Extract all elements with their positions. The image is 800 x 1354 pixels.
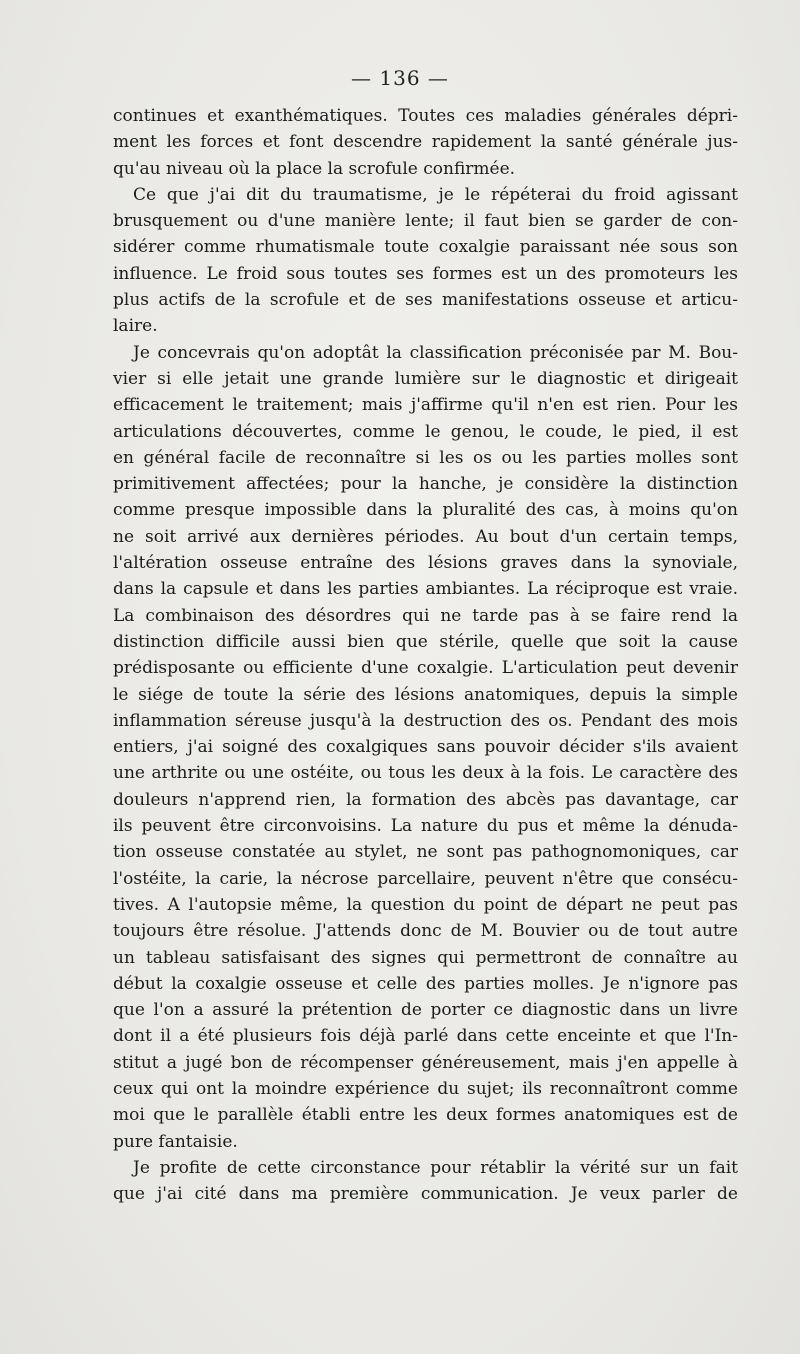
text-line: un tableau satisfaisant des signes qui permettront de connaître au — [113, 947, 738, 968]
text-line: comme presque impossible dans la pluralité des cas, à moins qu'on — [113, 500, 738, 521]
text-line: brusquement ou d'une manière lente; il faut bien se garder de con- — [113, 211, 738, 232]
text-line: une arthrite ou une ostéite, ou tous les deux à la fois. Le caractère des — [113, 763, 738, 784]
text-line: articulations découvertes, comme le genou, le coude, le pied, il est — [113, 421, 738, 442]
text-line: que j'ai cité dans ma première communication. Je veux parler de — [113, 1184, 738, 1205]
text-line: dans la capsule et dans les parties ambiantes. La réciproque est vraie. — [113, 579, 738, 600]
text-line: influence. Le froid sous toutes ses formes est un des promoteurs les — [113, 263, 738, 284]
body-text — [113, 103, 738, 1207]
page-number: — 136 — — [351, 66, 449, 90]
text-line: l'ostéite, la carie, la nécrose parcellaire, peuvent n'être que consécu- — [113, 868, 738, 889]
text-line: tion osseuse constatée au stylet, ne sont pas pathognomoniques, car — [113, 842, 738, 863]
text-line: ment les forces et font descendre rapidement la santé générale jus- — [113, 132, 738, 153]
text-line: ne soit arrivé aux dernières périodes. Au bout d'un certain temps, — [113, 526, 738, 547]
text-line: continues et exanthématiques. Toutes ces maladies générales dépri- — [113, 106, 738, 126]
text-line: efficacement le traitement; mais j'affirme qu'il n'en est rien. Pour les — [113, 395, 738, 416]
text-line: Ce que j'ai dit du traumatisme, je le répéterai du froid agissant — [133, 184, 738, 205]
text-line: douleurs n'apprend rien, la formation des abcès pas davantage, car — [113, 789, 738, 810]
text-line: laire. — [113, 316, 158, 337]
text-line: stitut a jugé bon de récompenser généreusement, mais j'en appelle à — [113, 1052, 738, 1073]
text-line: que l'on a assuré la prétention de porter ce diagnostic dans un livre — [113, 1000, 738, 1021]
text-line: Je profite de cette circonstance pour rétablir la vérité sur un fait — [133, 1157, 738, 1178]
text-line: distinction difficile aussi bien que stérile, quelle que soit la cause — [113, 631, 738, 652]
text-line: La combinaison des désordres qui ne tarde pas à se faire rend la — [113, 605, 738, 626]
text-line: le siége de toute la série des lésions anatomiques, depuis la simple — [113, 684, 738, 705]
text-line: dont il a été plusieurs fois déjà parlé dans cette enceinte et que l'In- — [113, 1026, 738, 1047]
text-line: vier si elle jetait une grande lumière sur le diagnostic et dirigeait — [113, 368, 738, 389]
text-line: prédisposante ou efficiente d'une coxalgie. L'articulation peut devenir — [113, 658, 738, 679]
text-line: entiers, j'ai soigné des coxalgiques sans pouvoir décider s'ils avaient — [113, 737, 738, 758]
text-line: début la coxalgie osseuse et celle des parties molles. Je n'ignore pas — [113, 973, 738, 994]
text-line: en général facile de reconnaître si les os ou les parties molles sont — [113, 447, 738, 468]
text-line: sidérer comme rhumatismale toute coxalgie paraissant née sous son — [113, 237, 738, 258]
text-line: ceux qui ont la moindre expérience du sujet; ils reconnaîtront comme — [113, 1078, 738, 1099]
text-line: pure fantaisie. — [113, 1131, 238, 1152]
text-line: ils peuvent être circonvoisins. La nature du pus et même la dénuda- — [113, 816, 738, 837]
text-line: l'altération osseuse entraîne des lésions graves dans la synoviale, — [113, 553, 738, 574]
text-line: primitivement affectées; pour la hanche, je considère la distinction — [113, 474, 738, 495]
text-line: moi que le parallèle établi entre les deux formes anatomiques est de — [113, 1105, 738, 1126]
text-line: Je concevrais qu'on adoptât la classification préconisée par M. Bou- — [133, 342, 738, 363]
text-line: plus actifs de la scrofule et de ses manifestations osseuse et articu- — [113, 290, 738, 311]
text-line: tives. A l'autopsie même, la question du point de départ ne peut pas — [113, 894, 738, 915]
text-line: qu'au niveau où la place la scrofule confirmée. — [113, 158, 516, 179]
text-line: toujours être résolue. J'attends donc de M. Bouvier ou de tout autre — [113, 921, 738, 942]
text-line: inflammation séreuse jusqu'à la destruction des os. Pendant des mois — [113, 710, 738, 731]
